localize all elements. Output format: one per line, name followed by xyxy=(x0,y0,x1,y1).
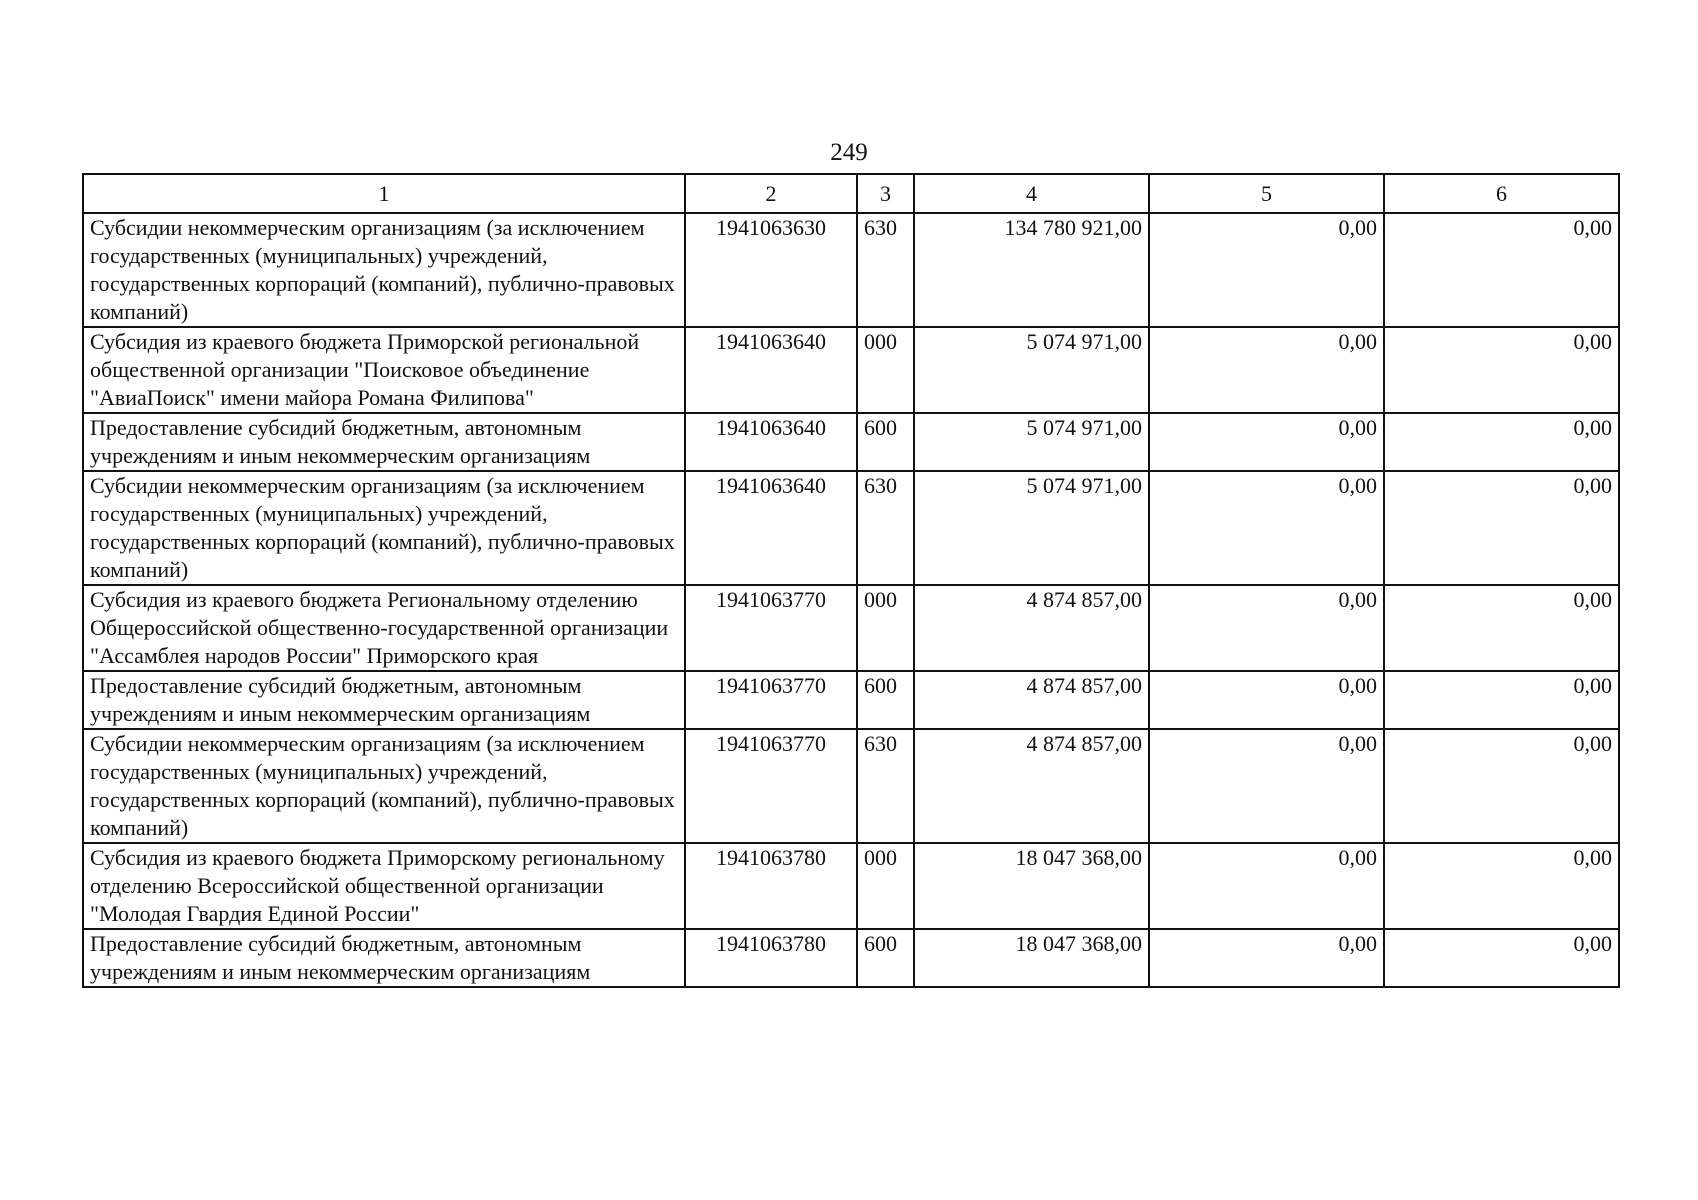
row-sum-2: 0,00 xyxy=(1149,327,1384,413)
row-expense-type: 000 xyxy=(857,585,914,671)
column-header: 1 xyxy=(83,174,685,213)
row-sum-2: 0,00 xyxy=(1149,471,1384,585)
row-name: Субсидии некоммерческим организациям (за исключением государственных (муниципальных) учреждений, государственных корпораций (компаний), публично-правовых компаний) xyxy=(83,729,685,843)
row-expense-type: 630 xyxy=(857,729,914,843)
row-sum-2: 0,00 xyxy=(1149,213,1384,327)
row-target-code: 1941063780 xyxy=(685,929,857,987)
row-sum-3: 0,00 xyxy=(1384,413,1619,471)
table-row xyxy=(83,843,1619,929)
row-expense-type: 630 xyxy=(857,471,914,585)
row-target-code: 1941063780 xyxy=(685,843,857,929)
row-sum-3: 0,00 xyxy=(1384,671,1619,729)
row-name: Субсидия из краевого бюджета Приморскому региональному отделению Всероссийской общественной организации "Молодая Гвардия Единой России" xyxy=(83,843,685,929)
row-name: Субсидия из краевого бюджета Приморской региональной общественной организации "Поисковое объединение "АвиаПоиск" имени майора Романа Филипова" xyxy=(83,327,685,413)
table-row xyxy=(83,213,1619,327)
row-sum-3: 0,00 xyxy=(1384,843,1619,929)
row-expense-type: 630 xyxy=(857,213,914,327)
column-header: 4 xyxy=(914,174,1149,213)
row-expense-type: 000 xyxy=(857,843,914,929)
row-sum-2: 0,00 xyxy=(1149,585,1384,671)
row-expense-type: 600 xyxy=(857,929,914,987)
row-sum-2: 0,00 xyxy=(1149,843,1384,929)
row-sum-1: 5 074 971,00 xyxy=(914,327,1149,413)
row-target-code: 1941063630 xyxy=(685,213,857,327)
row-sum-1: 18 047 368,00 xyxy=(914,929,1149,987)
row-name: Предоставление субсидий бюджетным, автономным учреждениям и иным некоммерческим организациям xyxy=(83,671,685,729)
row-sum-1: 18 047 368,00 xyxy=(914,843,1149,929)
table-row xyxy=(83,729,1619,843)
row-name: Субсидия из краевого бюджета Региональному отделению Общероссийской общественно-государственной организации "Ассамблея народов России" Приморского края xyxy=(83,585,685,671)
row-sum-3: 0,00 xyxy=(1384,585,1619,671)
row-name: Предоставление субсидий бюджетным, автономным учреждениям и иным некоммерческим организациям xyxy=(83,929,685,987)
row-target-code: 1941063770 xyxy=(685,671,857,729)
row-sum-2: 0,00 xyxy=(1149,413,1384,471)
table-row xyxy=(83,671,1619,729)
column-header: 5 xyxy=(1149,174,1384,213)
row-sum-3: 0,00 xyxy=(1384,729,1619,843)
row-target-code: 1941063640 xyxy=(685,471,857,585)
row-target-code: 1941063770 xyxy=(685,585,857,671)
row-sum-1: 4 874 857,00 xyxy=(914,729,1149,843)
row-sum-3: 0,00 xyxy=(1384,929,1619,987)
row-sum-1: 4 874 857,00 xyxy=(914,585,1149,671)
row-name: Предоставление субсидий бюджетным, автономным учреждениям и иным некоммерческим организациям xyxy=(83,413,685,471)
table-row xyxy=(83,471,1619,585)
row-sum-3: 0,00 xyxy=(1384,327,1619,413)
row-sum-1: 4 874 857,00 xyxy=(914,671,1149,729)
row-sum-2: 0,00 xyxy=(1149,671,1384,729)
column-header: 3 xyxy=(857,174,914,213)
row-name: Субсидии некоммерческим организациям (за исключением государственных (муниципальных) учреждений, государственных корпораций (компаний), публично-правовых компаний) xyxy=(83,213,685,327)
table-header-row xyxy=(83,174,1619,213)
row-sum-2: 0,00 xyxy=(1149,729,1384,843)
budget-table xyxy=(82,173,1620,988)
column-header: 2 xyxy=(685,174,857,213)
row-sum-3: 0,00 xyxy=(1384,213,1619,327)
column-header: 6 xyxy=(1384,174,1619,213)
table-row xyxy=(83,327,1619,413)
row-expense-type: 600 xyxy=(857,671,914,729)
page-number: 249 xyxy=(830,139,868,166)
row-sum-2: 0,00 xyxy=(1149,929,1384,987)
row-target-code: 1941063770 xyxy=(685,729,857,843)
row-target-code: 1941063640 xyxy=(685,413,857,471)
row-sum-1: 5 074 971,00 xyxy=(914,413,1149,471)
row-expense-type: 600 xyxy=(857,413,914,471)
table-row xyxy=(83,585,1619,671)
row-target-code: 1941063640 xyxy=(685,327,857,413)
row-sum-1: 5 074 971,00 xyxy=(914,471,1149,585)
row-sum-3: 0,00 xyxy=(1384,471,1619,585)
row-name: Субсидии некоммерческим организациям (за исключением государственных (муниципальных) учреждений, государственных корпораций (компаний), публично-правовых компаний) xyxy=(83,471,685,585)
row-sum-1: 134 780 921,00 xyxy=(914,213,1149,327)
row-expense-type: 000 xyxy=(857,327,914,413)
table-row xyxy=(83,929,1619,987)
table-row xyxy=(83,413,1619,471)
